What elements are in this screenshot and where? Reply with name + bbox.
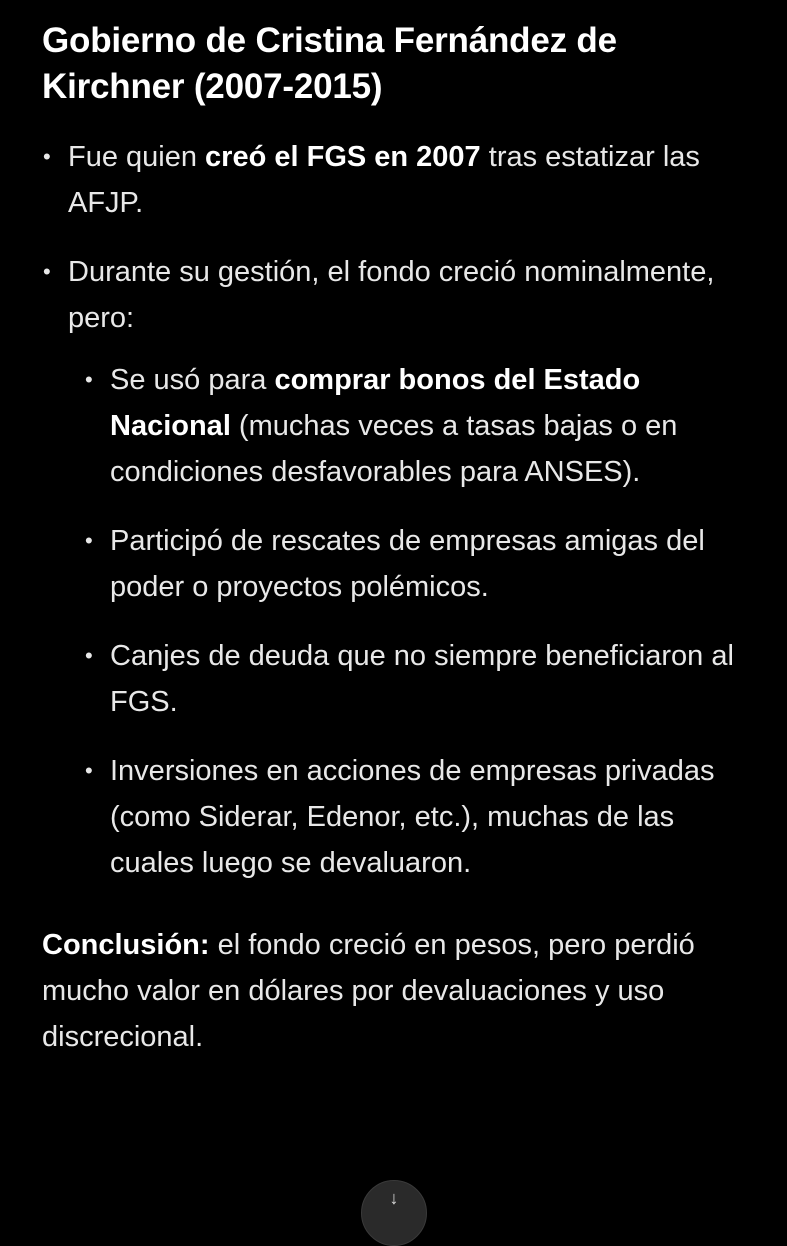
sub-list-item bbox=[84, 518, 762, 610]
list-item bbox=[42, 134, 762, 226]
conclusion-paragraph bbox=[42, 922, 762, 1060]
bullet-icon: • bbox=[43, 144, 51, 169]
list-item-text: Canjes de deuda que no siempre beneficiaron al FGS. bbox=[110, 640, 734, 718]
list-item-bold: comprar bonos del Estado Nacional bbox=[110, 364, 641, 442]
section-heading: Gobierno de Cristina Fernández de Kirchner (2007-2015) bbox=[42, 21, 617, 106]
bullet-icon: • bbox=[85, 643, 93, 668]
sub-list-item bbox=[84, 633, 762, 725]
sub-list-item bbox=[84, 357, 762, 495]
list-item-text: Durante su gestión, el fondo creció nominalmente, pero: bbox=[68, 256, 715, 334]
arrow-down-icon: ↓ bbox=[389, 1188, 399, 1208]
list-item-text: Fue quien bbox=[68, 141, 206, 173]
list-item bbox=[42, 249, 762, 886]
conclusion-label: Conclusión: bbox=[42, 929, 210, 961]
list-item-text: tras estatizar las AFJP. bbox=[68, 141, 700, 219]
list-item-text: Participó de rescates de empresas amigas del poder o proyectos polémicos. bbox=[110, 525, 705, 603]
chat-message bbox=[42, 18, 762, 1089]
conclusion-text: el fondo creció en pesos, pero perdió mucho valor en dólares por devaluaciones y uso discrecional. bbox=[42, 929, 695, 1053]
list-item-text: Inversiones en acciones de empresas privadas (como Siderar, Edenor, etc.), muchas de las cuales luego se devaluaron. bbox=[110, 755, 715, 879]
bullet-icon: • bbox=[85, 367, 93, 392]
sub-list-item bbox=[84, 748, 762, 886]
bullet-icon: • bbox=[43, 259, 51, 284]
list-item-text: (muchas veces a tasas bajas o en condiciones desfavorables para ANSES). bbox=[110, 410, 678, 488]
list-item-text: Se usó para bbox=[110, 364, 275, 396]
list-item-bold: creó el FGS en 2007 bbox=[205, 141, 481, 173]
bullet-icon: • bbox=[85, 758, 93, 783]
sub-bullet-list bbox=[84, 357, 762, 886]
bullet-list bbox=[42, 134, 762, 886]
bullet-icon: • bbox=[85, 528, 93, 553]
scroll-to-bottom-button[interactable] bbox=[361, 1180, 427, 1246]
